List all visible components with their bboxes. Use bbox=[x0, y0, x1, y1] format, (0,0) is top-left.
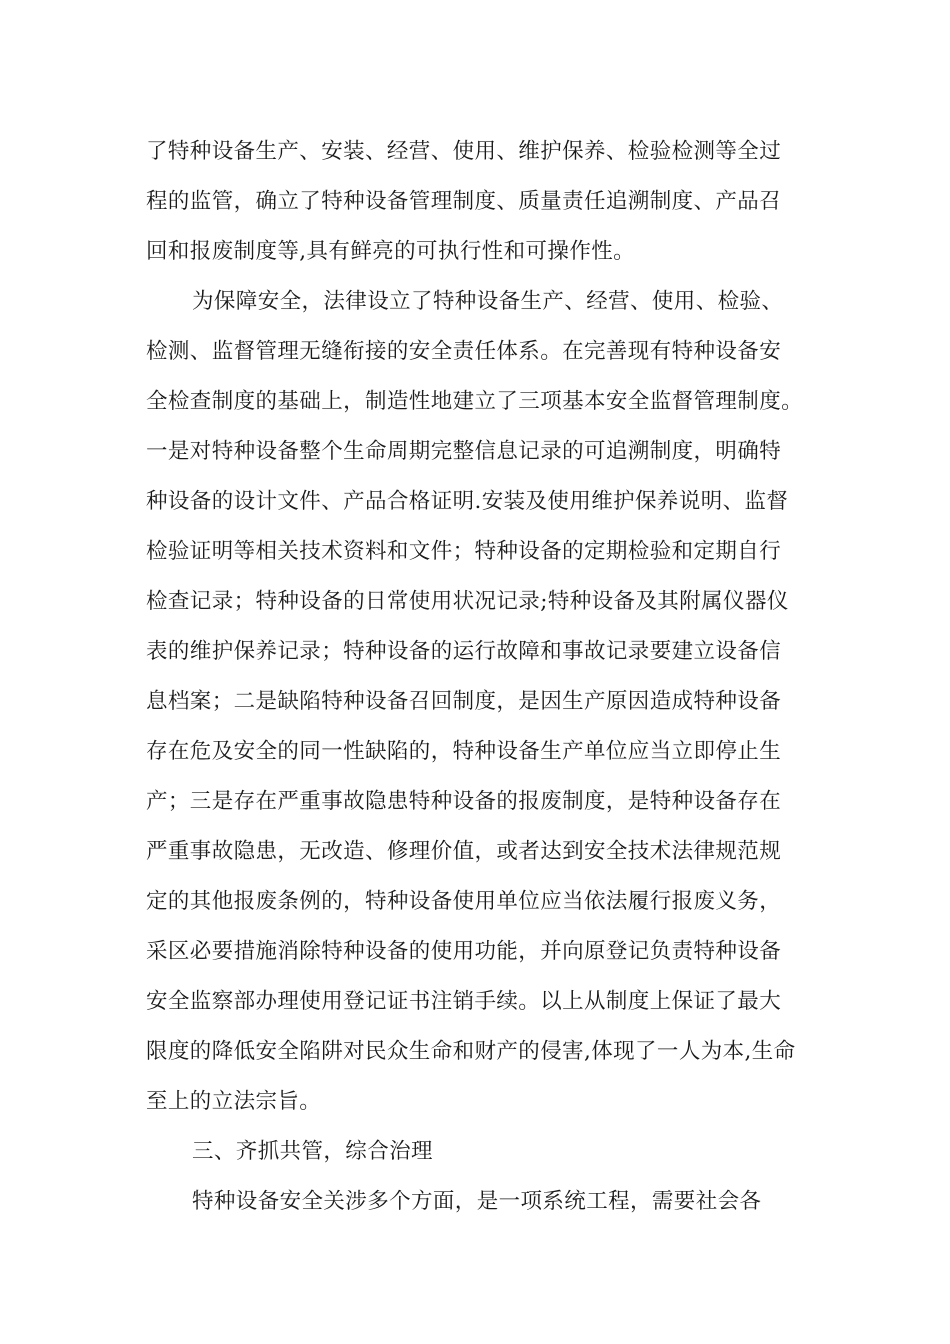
text-line: 种设备的设计文件、产品合格证明.安装及使用维护保养说明、监督 bbox=[146, 489, 789, 514]
text-line: 程的监管，确立了特种设备管理制度、质量责任追溯制度、产品召 bbox=[146, 189, 782, 214]
text-line: 至上的立法宗旨。 bbox=[146, 1089, 322, 1114]
text-line: 了特种设备生产、安装、经营、使用、维护保养、检验检测等全过 bbox=[146, 139, 782, 164]
section-heading: 三、齐抓共管，综合治理 bbox=[192, 1139, 433, 1164]
text-line: 限度的降低安全陷阱对民众生命和财产的侵害,体现了一人为本,生命 bbox=[146, 1039, 796, 1064]
text-line: 严重事故隐患，无改造、修理价值，或者达到安全技术法律规范规 bbox=[146, 839, 782, 864]
text-line: 安全监察部办理使用登记证书注销手续。以上从制度上保证了最大 bbox=[146, 989, 782, 1014]
text-line: 检验证明等相关技术资料和文件；特种设备的定期检验和定期自行 bbox=[146, 539, 782, 564]
text-line: 息档案；二是缺陷特种设备召回制度，是因生产原因造成特种设备 bbox=[146, 689, 782, 714]
text-line: 检查记录；特种设备的日常使用状况记录;特种设备及其附属仪器仪 bbox=[146, 589, 789, 614]
text-line: 检测、监督管理无缝衔接的安全责任体系。在完善现有特种设备安 bbox=[146, 339, 782, 364]
text-line: 存在危及安全的同一性缺陷的，特种设备生产单位应当立即停止生 bbox=[146, 739, 782, 764]
text-line: 采区必要措施消除特种设备的使用功能，并向原登记负责特种设备 bbox=[146, 939, 782, 964]
text-line: 定的其他报废条例的，特种设备使用单位应当依法履行报废义务， bbox=[146, 889, 782, 914]
text-line: 表的维护保养记录；特种设备的运行故障和事故记录要建立设备信 bbox=[146, 639, 782, 664]
paragraph-first-line: 为保障安全，法律设立了特种设备生产、经营、使用、检验、 bbox=[192, 289, 784, 314]
text-line: 一是对特种设备整个生命周期完整信息记录的可追溯制度，明确特 bbox=[146, 439, 782, 464]
paragraph-first-line: 特种设备安全关涉多个方面，是一项系统工程，需要社会各 bbox=[192, 1189, 762, 1214]
text-line: 回和报废制度等,具有鲜亮的可执行性和可操作性。 bbox=[146, 239, 636, 264]
text-line: 全检查制度的基础上，制造性地建立了三项基本安全监督管理制度。 bbox=[146, 389, 804, 414]
text-line: 产；三是存在严重事故隐患特种设备的报废制度，是特种设备存在 bbox=[146, 789, 782, 814]
